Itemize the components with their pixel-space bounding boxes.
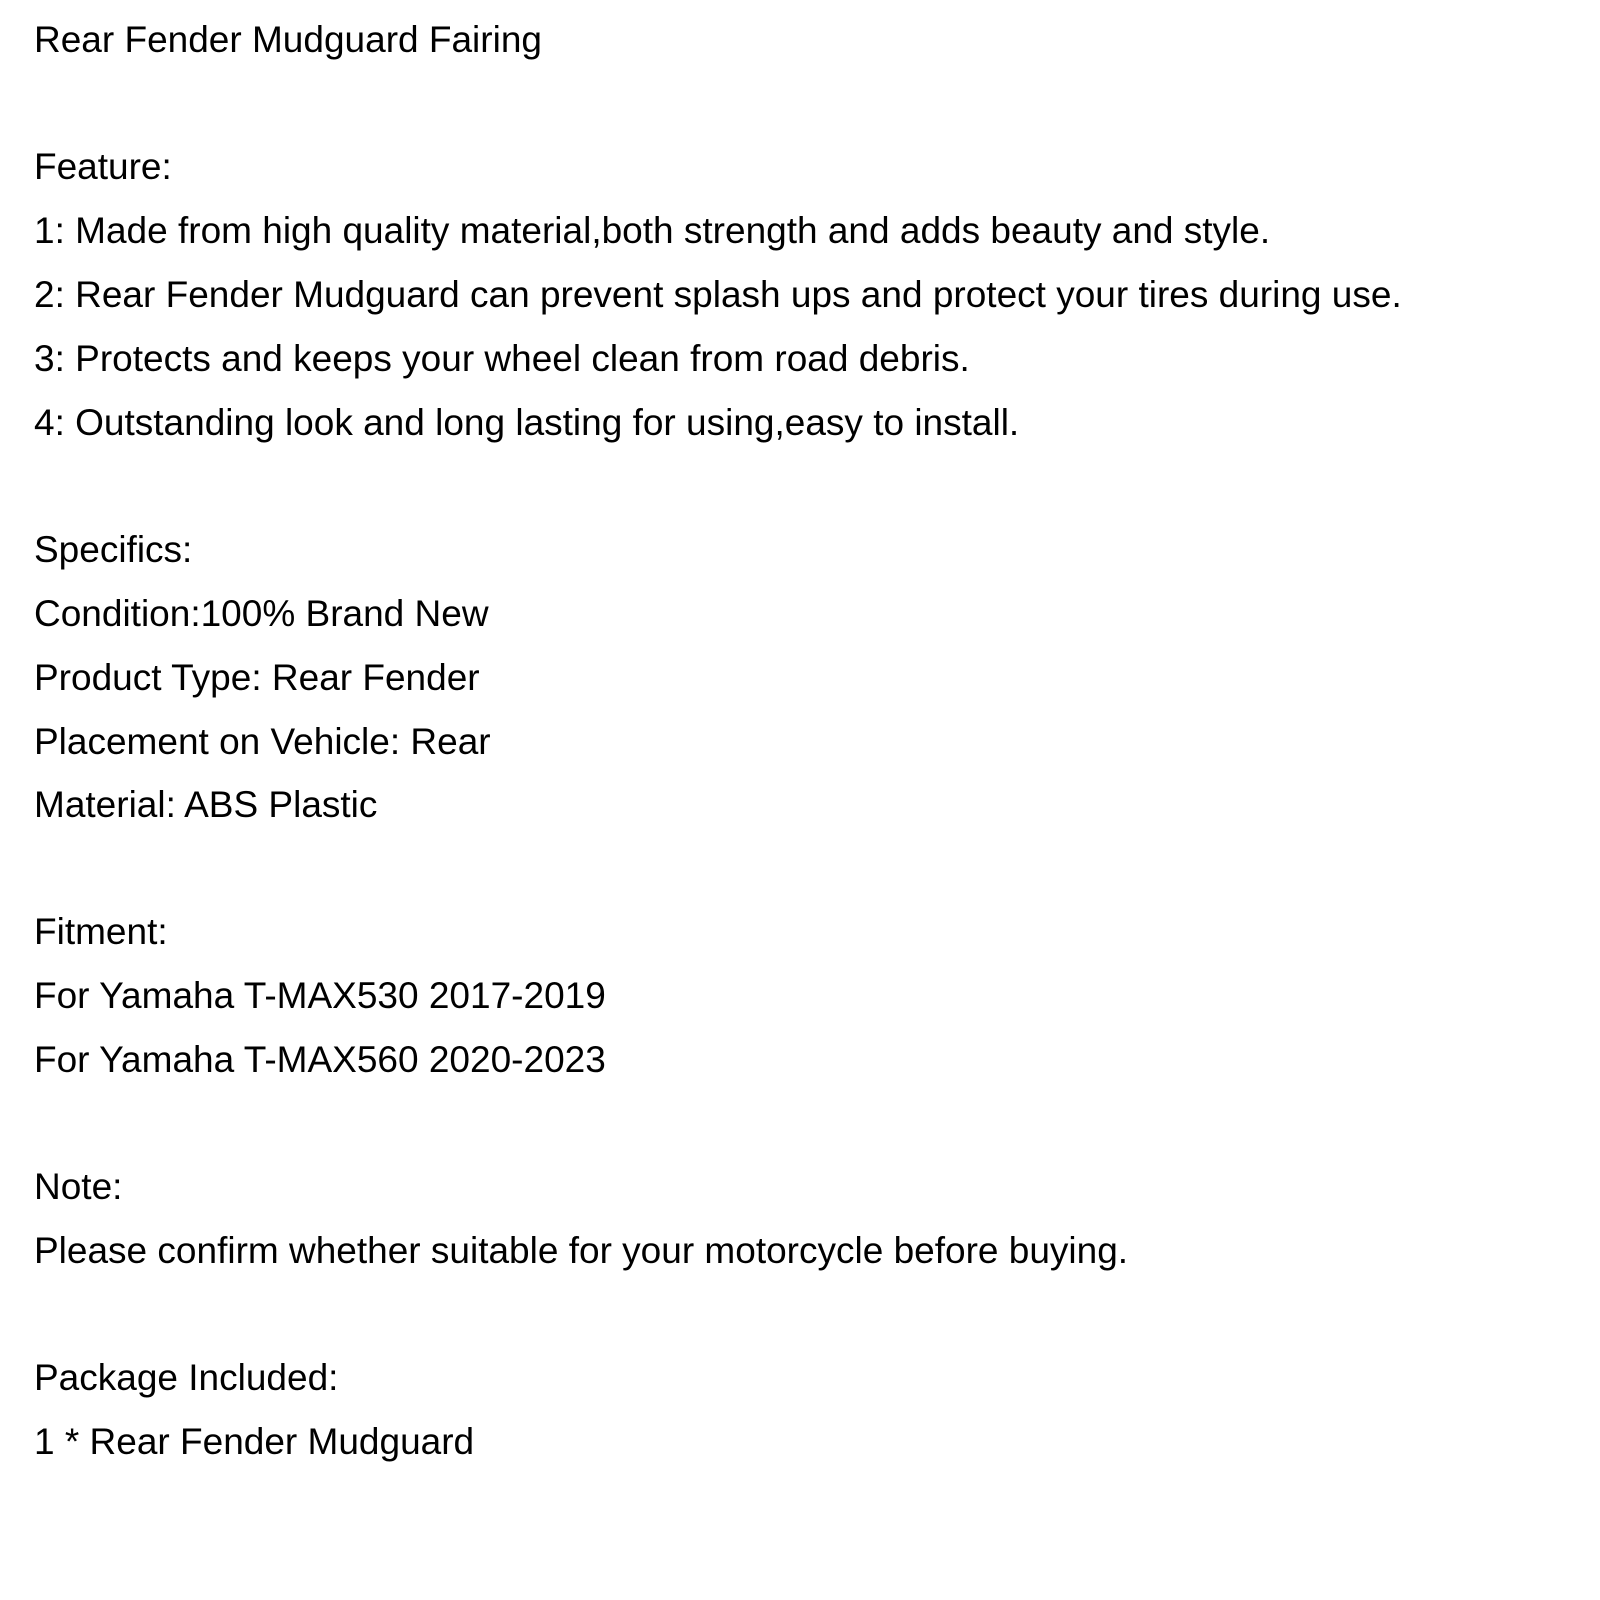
feature-item: 3: Protects and keeps your wheel clean from road debris.	[34, 338, 970, 379]
specifics-heading: Specifics:	[34, 529, 193, 570]
specifics-item: Product Type: Rear Fender	[34, 657, 480, 698]
fitment-item: For Yamaha T-MAX530 2017-2019	[34, 975, 606, 1016]
feature-item: 1: Made from high quality material,both strength and adds beauty and style.	[34, 210, 1271, 251]
feature-item: 4: Outstanding look and long lasting for using,easy to install.	[34, 402, 1020, 443]
note-heading: Note:	[34, 1166, 123, 1207]
feature-item: 2: Rear Fender Mudguard can prevent splash ups and protect your tires during use.	[34, 274, 1402, 315]
fitment-item: For Yamaha T-MAX560 2020-2023	[34, 1039, 606, 1080]
specifics-item: Material: ABS Plastic	[34, 784, 378, 825]
note-text: Please confirm whether suitable for your motorcycle before buying.	[34, 1230, 1129, 1271]
package-heading: Package Included:	[34, 1357, 339, 1398]
fitment-heading: Fitment:	[34, 911, 168, 952]
specifics-item: Condition:100% Brand New	[34, 593, 489, 634]
feature-heading: Feature:	[34, 146, 172, 187]
specifics-item: Placement on Vehicle: Rear	[34, 721, 491, 762]
package-item: 1 * Rear Fender Mudguard	[34, 1421, 475, 1462]
product-title: Rear Fender Mudguard Fairing	[34, 19, 542, 60]
